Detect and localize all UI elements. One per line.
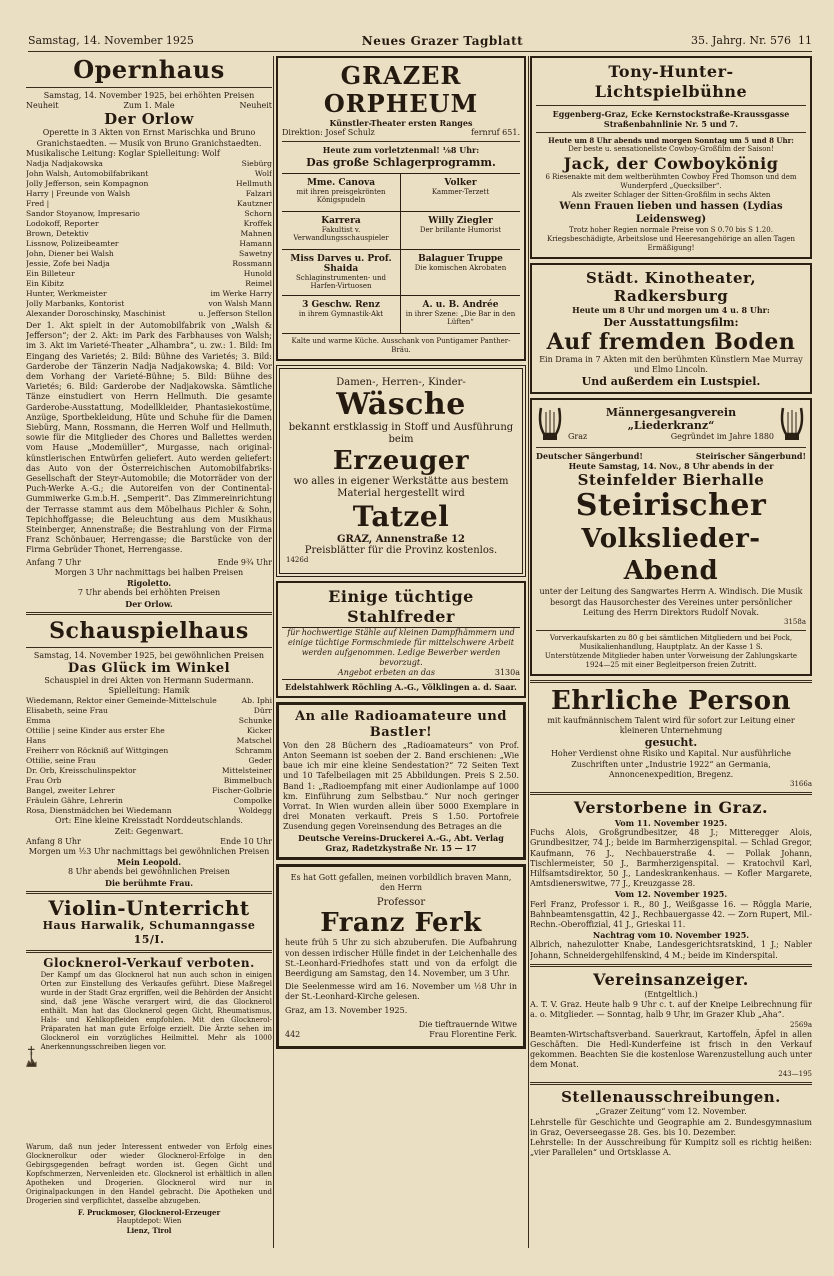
opernhaus-neuheit-label: Neuheit bbox=[26, 101, 59, 111]
deaths-text-1: Fuchs Alois, Großgrundbesitzer, 48 J.; Mitteregger Alois, Grundbesitzer, 74 J.; beide im Barmherzigenspital. — Schlad Gregor, Kaufmann, 76 J., Nechbauerstraße 4. — Pollak Johann, Tischlermeister, 50 J., Barmherzigenspital. — Kratochvil Karl, Hilfsamtsdirektor, 50 J., Landeskrankenhaus. — Kofler Margarete, Amtsdienerswitwe, 77 J., Kreuzgasse 28. bbox=[530, 828, 812, 889]
liederkranz-title-1: Steirischer bbox=[575, 488, 767, 524]
schauspielhaus-ad bbox=[26, 618, 272, 888]
vereine-text-2: Beamten-Wirtschaftsverband. Sauerkraut, Kartoffeln, Äpfel in allen Geschäften. Die Hedl-Kunderfeine ist frisch in den Verkauf gekommen. Beachten Sie die kostenlose Warenzustellung auch unter dem Monat. bbox=[530, 1029, 812, 1070]
tony-tram: Straßenbahnlinie Nr. 5 und 7. bbox=[603, 119, 739, 130]
radkersburg-film-intro: Der Ausstattungsfilm: bbox=[603, 315, 739, 329]
person-text-2: Hoher Verdienst ohne Risiko und Kapital. Nur ausführliche Zuschriften unter „Industrie 1922“ an Germania, Annoncenexpedition, Bregenz. bbox=[550, 749, 792, 779]
person-sought: gesucht. bbox=[644, 736, 698, 750]
vereine-code-1: 2569a bbox=[790, 1020, 812, 1029]
ferk-role: Professor bbox=[376, 897, 426, 909]
page-header bbox=[28, 30, 812, 52]
opernhaus-tomorrow-play-1: Rigoletto. bbox=[126, 578, 172, 589]
radio-ad bbox=[276, 702, 526, 860]
radkersburg-desc: Ein Drama in 7 Akten mit den berühmten Künstlern Mae Murray und Elmo Lincoln. bbox=[539, 354, 803, 374]
cast-row bbox=[26, 746, 272, 756]
cast-row bbox=[26, 259, 272, 269]
orpheum-act-desc: Der brillante Humorist bbox=[419, 225, 502, 234]
cast-role: Harry | Freunde von Walsh bbox=[26, 189, 131, 199]
cast-row bbox=[26, 309, 272, 319]
schauspielhaus-direction: Spielleitung: Hamik bbox=[108, 686, 190, 696]
orpheum-act-name: Balaguer Truppe bbox=[418, 253, 503, 264]
schauspielhaus-place: Ort: Eine kleine Kreisstadt Norddeutschlands. bbox=[55, 816, 243, 826]
schauspielhaus-tomorrow-2: 8 Uhr abends bei gewöhnlichen Preisen bbox=[68, 867, 230, 877]
schauspielhaus-play-title: Das Glück im Winkel bbox=[67, 660, 231, 676]
waesche-line1: Damen-, Herren-, Kinder- bbox=[336, 376, 466, 388]
cast-role: Jessie, Zofe bei Nadja bbox=[26, 259, 110, 269]
lyre-icon-right bbox=[778, 404, 806, 444]
ferk-date: Graz, am 13. November 1925. bbox=[285, 1005, 408, 1015]
vereine-title: Vereinsanzeiger. bbox=[593, 969, 749, 989]
opernhaus-end: Ende 9¾ Uhr bbox=[217, 557, 272, 567]
cast-actor: Siebürg bbox=[241, 159, 272, 169]
column-middle bbox=[276, 56, 526, 1248]
ferk-signer: Frau Florentine Ferk. bbox=[429, 1030, 517, 1040]
cast-actor: Compolke bbox=[233, 796, 272, 806]
schauspielhaus-tomorrow-play-2: Die berühmte Frau. bbox=[105, 877, 193, 888]
waesche-address: GRAZ, Annenstraße 12 bbox=[337, 533, 465, 545]
opernhaus-tomorrow-1: Morgen 3 Uhr nachmittags bei halben Preisen bbox=[54, 567, 244, 577]
orpheum-act-desc: Fakultist v. Verwandlungsschauspieler bbox=[293, 225, 389, 243]
stahl-offer: Angebot erbeten an das bbox=[337, 668, 435, 678]
radio-text: Von den 28 Büchern des „Radioamateurs“ von Prof. Anton Seemann ist soeben der 2. Band erschienen: „Wie baue ich mir eine kleine Sendestation?“ 72 Seiten Text und 10 Tafelbeilagen mit 25 Abbildungen. Preis S 2.50. Band 1: „Radioempfang mit einer Audionlampe auf 1000 km. Einführung zum Selbstbau.“ Nur noch geringer Vorrat. In Wien wurden allein über 5000 Exemplare in drei Monaten verkauft. Preis S 1.50. Portofreie Zusendung gegen Voreinsendung des Betrages an die bbox=[283, 740, 519, 832]
orpheum-act-desc: in ihrer Szene: „Die Bar in den Lüften“ bbox=[405, 309, 516, 327]
cast-actor: Kroffek bbox=[243, 219, 272, 229]
cast-row bbox=[26, 239, 272, 249]
stahl-text: für hochwertige Stähle auf kleinen Dampfhämmern und einige tüchtige Formschmiede für mittelschwere Arbeit werden aufgenommen. Ledige Bewerber werden bevorzugt. bbox=[287, 627, 515, 668]
cast-actor: Rossmann bbox=[232, 259, 272, 269]
stahl-title: Einige tüchtige Stahlfreder bbox=[282, 587, 520, 628]
deaths-day-3: Nachtrag vom 10. November 1925. bbox=[592, 930, 750, 941]
tony-hunter-ad bbox=[530, 56, 812, 259]
orpheum-act-name: Mme. Canova bbox=[306, 177, 376, 188]
tony-today: Heute um 8 Uhr abends und morgen Sonntag um 5 und 8 Uhr: bbox=[548, 136, 794, 146]
cast-actor: Matschel bbox=[236, 736, 272, 746]
violin-ad bbox=[26, 897, 272, 947]
ehrliche-person-ad bbox=[530, 686, 812, 789]
liederkranz-desc: unter der Leitung des Sangwartes Herrn A. Windisch. Die Musik besorgt das Hausorchester des Vereines unter persönlicher Leitung des Herrn Direktors Rudolf Novak. bbox=[539, 587, 803, 617]
cast-actor: Falzari bbox=[245, 189, 272, 199]
cast-role: Hans bbox=[26, 736, 46, 746]
cast-role: Dr. Orb, Kreisschulinspektor bbox=[26, 766, 137, 776]
schauspielhaus-tomorrow-1: Morgen um ½3 Uhr nachmittags bei gewöhnlichen Preisen bbox=[28, 846, 270, 856]
tony-title: Tony-Hunter-Lichtspielbühne bbox=[594, 62, 748, 101]
ferk-text-3: Die Seelenmesse wird am 16. November um ½8 Uhr in der St.-Leonhard-Kirche gelesen. bbox=[285, 982, 517, 1002]
deaths-day-1: Vom 11. November 1925. bbox=[614, 818, 728, 829]
liederkranz-title-2: Volkslieder-Abend bbox=[581, 524, 761, 587]
cast-role: Rosa, Dienstmädchen bei Wiedemann bbox=[26, 806, 172, 816]
opernhaus-play-title: Der Orlow bbox=[104, 110, 194, 129]
deaths-day-2: Vom 12. November 1925. bbox=[614, 889, 728, 900]
liederkranz-today: Heute Samstag, 14. Nov., 8 Uhr abends in der bbox=[568, 461, 774, 472]
cast-row bbox=[26, 766, 272, 776]
stellen-title: Stellenausschreibungen. bbox=[561, 1088, 781, 1107]
cast-actor: im Werke Harry bbox=[210, 289, 272, 299]
person-code: 3166a bbox=[790, 780, 812, 789]
cast-row bbox=[26, 169, 272, 179]
cast-role: Emma bbox=[26, 716, 51, 726]
cast-row bbox=[26, 189, 272, 199]
cast-role: Jolly Jefferson, sein Kompagnon bbox=[26, 179, 149, 189]
orpheum-title: GRAZER ORPHEUM bbox=[323, 61, 479, 118]
orpheum-act bbox=[282, 250, 401, 296]
cast-row bbox=[26, 299, 272, 309]
opernhaus-description: Der 1. Akt spielt in der Automobilfabrik von „Walsh & Jefferson“; der 2. Akt: im Park des Farbhauses von Walsh; im 3. Akt im Varieté-Theater „Alhambra“, u. zw.: 1. Bild: Im Eingang des Varietés; 2. Bild: Bühne des Varietés; 3. Bild: Garderobe der Tänzerin Nadja Nadjakowska; 4. Bild: Vor dem Vorhang der Varieté-Bühne; 5. Bild: Bühne des Varietés; 6. Bild: Garderobe der Nadjakowska. Sämtliche Tänze einstudiert von Herrn Hellmuth. Die gesamte Garderobe-Ausstattung, Modellkleider, Phantasiekostüme, Anzüge, Sportbekleidung, Hüte und Schuhe für die Damen Siebürg, Mann, Rossmann, die Herren Wolf und Hellmuth, sowie für die Mitglieder des Chores und Ballettes werden vom Hause „Modemüller“, Murgasse, nach original-künstlerischen Entwürfen geliefert. Auto werden geliefert: das Auto von der Österreichischen Automobilfabriks-Gesellschaft der Steyr-Automobile; die Motorräder von der Puch-Werke A.-G.; die Autoreifen von der Continental-Gummiwerke G.m.b.H. „Semperit“. Das Zimmereinrichtung der Terrasse stammt aus dem Möbelhaus Pichler & Sohn, Tepichhoffgasse; die Beleuchtung aus dem Musikhaus Steinberger, Annenstraße; die Bestrahlung von der Firma Franz Schönbauer, Herrengasse; die Barstücke von der Firma Gebrüder Thonet, Herrengasse. bbox=[26, 321, 272, 555]
stahl-company: Edelstahlwerk Röchling A.-G., Völklingen a. d. Saar. bbox=[282, 679, 520, 692]
orpheum-subtitle: Künstler-Theater ersten Ranges bbox=[329, 118, 473, 128]
waesche-title-2: Erzeuger bbox=[332, 445, 470, 476]
cast-row bbox=[26, 806, 272, 816]
cast-row bbox=[26, 696, 272, 706]
cast-role: Jolly Marbanks, Kontorist bbox=[26, 299, 125, 309]
radio-title: An alle Radioamateure und Bastler! bbox=[295, 708, 507, 740]
cast-role: John, Diener bei Walsh bbox=[26, 249, 114, 259]
column-right bbox=[530, 56, 812, 1248]
radkersburg-film: Auf fremden Boden bbox=[546, 328, 796, 355]
cast-actor: Woldegg bbox=[238, 806, 272, 816]
cast-row bbox=[26, 289, 272, 299]
cast-actor: Hunold bbox=[243, 269, 272, 279]
cast-row bbox=[26, 736, 272, 746]
stellen-source: „Grazer Zeitung“ vom 12. November. bbox=[595, 1107, 747, 1117]
cast-actor: Bimmelbuch bbox=[223, 776, 272, 786]
cast-actor: Fischer-Golbrie bbox=[212, 786, 272, 796]
tony-desc: Der beste u. sensationellste Cowboy-Großfilm der Saison! bbox=[568, 145, 774, 154]
schauspielhaus-genre: Schauspiel in drei Akten von Hermann Sudermann. bbox=[44, 675, 254, 685]
orpheum-act-name: A. u. B. Andrée bbox=[422, 299, 499, 310]
orpheum-direction: Direktion: Josef Schulz bbox=[282, 128, 375, 138]
cast-role: Frau Orb bbox=[26, 776, 62, 786]
liederkranz-city: Graz bbox=[568, 431, 588, 441]
cast-role: Ein Kibitz bbox=[26, 279, 64, 289]
orpheum-act-desc: Schlaginstrumenten- und Harfen-Virtuosen bbox=[296, 273, 386, 291]
cast-row bbox=[26, 796, 272, 806]
orpheum-act bbox=[282, 296, 401, 334]
cast-actor: Sawetny bbox=[239, 249, 272, 259]
orpheum-act-desc: Die komischen Akrobaten bbox=[414, 263, 507, 272]
cast-actor: Dürr bbox=[253, 706, 272, 716]
header-page-number: 11 bbox=[798, 34, 812, 47]
cast-actor: Wolf bbox=[254, 169, 272, 179]
tony-second: Als zweiter Schlager der Sitten-Großfilm in sechs Akten bbox=[571, 191, 771, 200]
orpheum-act-name: Miss Darves u. Prof. Shaida bbox=[290, 253, 392, 274]
header-issue: 35. Jahrg. Nr. 576 11 bbox=[691, 34, 812, 47]
violin-title: Violin-Unterricht bbox=[48, 895, 250, 920]
cast-actor: Ab. Iphi bbox=[241, 696, 272, 706]
orpheum-act-name: Karrera bbox=[321, 215, 361, 226]
person-title: Ehrliche Person bbox=[551, 686, 791, 717]
liederkranz-members: Unterstützende Mitglieder haben unter Vorweisung der Zahlungskarte 1924—25 mit einer Begleitperson freien Zutritt. bbox=[544, 652, 798, 670]
orpheum-today: Heute zum vorletztenmal! ⅛8 Uhr: bbox=[322, 145, 480, 156]
opernhaus-direction: Musikalische Leitung: Koglar Spielleitung: Wolf bbox=[26, 148, 220, 158]
opernhaus-first-label: Zum 1. Male bbox=[123, 101, 175, 111]
cast-role: Ottilie, seine Frau bbox=[26, 756, 96, 766]
liederkranz-founded: Gegründet im Jahre 1880 bbox=[670, 431, 774, 441]
ferk-signer-intro: Die tieftrauernde Witwe bbox=[418, 1019, 517, 1029]
liederkranz-greet-2: Steirischer Sängerbund! bbox=[695, 451, 806, 462]
radkersburg-ad bbox=[530, 263, 812, 394]
cast-role: Brown, Detektiv bbox=[26, 229, 89, 239]
liederkranz-club: Männergesangverein „Liederkranz“ bbox=[605, 405, 737, 432]
orpheum-act bbox=[401, 250, 520, 296]
waesche-name: Tatzel bbox=[352, 499, 450, 533]
cast-row bbox=[26, 786, 272, 796]
cross-mountain-illustration-icon bbox=[26, 971, 37, 1141]
cast-actor: Kautzner bbox=[236, 199, 272, 209]
orpheum-act-desc: mit ihren preisgekrönten Königspudeln bbox=[296, 187, 386, 205]
cast-role: Freiherr von Röckniß auf Wittgingen bbox=[26, 746, 169, 756]
cast-role: Sandor Stoyanow, Impresario bbox=[26, 209, 140, 219]
tony-address: Eggenberg-Graz, Ecke Kernstockstraße-Kraussgasse bbox=[552, 109, 790, 119]
cast-role: Ein Billeteur bbox=[26, 269, 75, 279]
waesche-line2: bekannt erstklassig in Stoff und Ausführung beim bbox=[288, 421, 514, 445]
liederkranz-tickets: Vorverkaufskarten zu 80 g bei sämtlichen Mitgliedern und bei Pock, Musikalienhandlung, Hauptplatz. An der Kasse 1 S. bbox=[549, 634, 793, 652]
schauspielhaus-title: Schauspielhaus bbox=[49, 617, 249, 644]
stellen-section bbox=[530, 1088, 812, 1158]
cast-row bbox=[26, 159, 272, 169]
opernhaus-start: Anfang 7 Uhr bbox=[26, 557, 81, 567]
glockner-place: Lienz, Tirol bbox=[126, 1225, 172, 1235]
cast-row bbox=[26, 756, 272, 766]
cast-role: Lissnow, Polizeibeamter bbox=[26, 239, 119, 249]
orpheum-act bbox=[401, 174, 520, 212]
cast-role: Bangel, zweiter Lehrer bbox=[26, 786, 115, 796]
ferk-name: Franz Ferk bbox=[320, 908, 482, 939]
schauspielhaus-end: Ende 10 Uhr bbox=[220, 836, 272, 846]
cast-actor: Mahnen bbox=[240, 229, 272, 239]
cast-role: John Walsh, Automobilfabrikant bbox=[26, 169, 149, 179]
cast-actor: Schorn bbox=[244, 209, 272, 219]
waesche-line3: wo alles in eigener Werkstätte aus bestem Material hergestellt wird bbox=[293, 475, 509, 499]
cast-row bbox=[26, 249, 272, 259]
cast-role: Lodokoff, Reporter bbox=[26, 219, 99, 229]
person-text: mit kaufmännischem Talent wird für sofort zur Leitung einer kleineren Unternehmung bbox=[547, 716, 795, 736]
cast-actor: Hellmuth bbox=[235, 179, 272, 189]
ferk-death-notice bbox=[276, 864, 526, 1049]
schauspielhaus-date-line: Samstag, 14. November 1925, bei gewöhnlichen Preisen bbox=[33, 650, 265, 660]
cast-actor: Schramm bbox=[235, 746, 272, 756]
radkersburg-today: Heute um 8 Uhr und morgen um 4 u. 8 Uhr: bbox=[572, 305, 770, 316]
header-date: Samstag, 14. November 1925 bbox=[28, 34, 194, 47]
cast-row bbox=[26, 209, 272, 219]
orpheum-act-name: 3 Geschw. Renz bbox=[302, 299, 380, 310]
column-left bbox=[26, 56, 272, 1248]
orpheum-program: Das große Schlagerprogramm. bbox=[306, 155, 496, 169]
cast-row bbox=[26, 279, 272, 289]
cast-actor: von Walsh Mann bbox=[208, 299, 272, 309]
orpheum-act-desc: in ihrem Gymnastik-Akt bbox=[298, 309, 384, 318]
orpheum-act bbox=[282, 174, 401, 212]
cast-role: Ottilie | seine Kinder aus erster Ehe bbox=[26, 726, 165, 736]
waesche-ad bbox=[276, 365, 526, 577]
waesche-code: 1426d bbox=[286, 555, 309, 564]
cast-row bbox=[26, 716, 272, 726]
opernhaus-tomorrow-play-2: Der Orlow. bbox=[125, 598, 173, 609]
tony-prices: Trotz hoher Regien normale Preise von S 0.70 bis S 1.20. Kriegsbeschädigte, Arbeitslose und Heeresangehörige an allen Tagen Ermäßigung! bbox=[546, 226, 796, 253]
opernhaus-ad: Opernhaus Samstag, 14. November 1925, bei erhöhten Preisen Neuheit Zum 1. Male Neuheit Der Orlow Operette in 3 Akten von Ernst Marischka und Bruno Granichstaedten. — Musik von Bruno Granichstaedten. Musikalische Leitung: Koglar Spielleitung: Wolf Nadja Nadjakowska Siebürg John Walsh, Automobilfabrikant Wolf Jolly Jefferson, sein Kompagnon Hellmuth Harry | Freunde von Walsh Falzari Fred | Kautzner Sandor Stoyanow, Impresario Schorn Lodokoff, Reporter Kroffek Brown, Detektiv Mahnen Lissnow, Polizeibeamter Hamann John, Diener bei Walsh Sawetny Jessie, Zofe bei Nadja Rossmann Ein Billeteur Hunold Ein Kibitz Reimel Hunter, Werkmeister im Werke Harry Jolly Marbanks, Kontorist von Walsh Mann Alexander Doroschinsky, Maschinist u. Jefferson Stellon Der 1. Akt spielt in der Automobilfabrik von „Walsh & Jefferson“; der 2. Akt: im Park des Farbhauses von Walsh; im 3. Akt im Varieté-Theater „Alhambra“, u. zw.: 1. Bild: Im Eingang des Varietés; 2. Bild: Bühne des Varietés; 3. Bild: Garderobe der Tänzerin Nadja Nadjakowska; 4. Bild: Vor dem Vorhang der Varieté-Bühne; 5. Bild: Bühne des Varietés; 6. Bild: Garderobe der Nadjakowska. Sämtliche Tänze einstudiert von Herrn Hellmuth. Die gesamte Garderobe-Ausstattung, Modellkleider, Phantasiekostüme, Anzüge, Sportbekleidung, Hüte und Schuhe für die Damen Siebürg, Mann, Rossmann, die Herren Wolf und Hellmuth, sowie für die Mitglieder des Chores und Ballettes werden vom Hause „Modemüller“, Murgasse, nach original-künstlerischen Entwürfen geliefert. Auto werden geliefert: das Auto von der Österreichischen Automobilfabriks-Gesellschaft der Steyr-Automobile; die Motorräder von der Puch-Werke A.-G.; die Autoreifen von der Continental-Gummiwerke G.m.b.H. „Semperit“. Das Zimmereinrichtung der Terrasse stammt aus dem Möbelhaus Pichler & Sohn, Tepichhoffgasse; die Beleuchtung aus dem Musikhaus Steinberger, Annenstraße; die Bestrahlung von der Firma Franz Schönbauer, Herrengasse; die Barstücke von der Firma Gebrüder Thonet, Herrengasse. Anfang 7 Uhr Ende 9¾ Uhr Morgen 3 Uhr nachmittags bei halben Preisen Rigoletto. 7 Uhr abends bei erhöhten Preisen Der Orlow. bbox=[26, 56, 272, 609]
orpheum-acts-grid bbox=[282, 173, 520, 334]
lyre-icon bbox=[536, 404, 564, 444]
cast-row bbox=[26, 726, 272, 736]
cast-actor: Reimel bbox=[245, 279, 272, 289]
orpheum-ad bbox=[276, 56, 526, 361]
ferk-code: 442 bbox=[285, 1030, 301, 1040]
cast-role: Nadja Nadjakowska bbox=[26, 159, 103, 169]
orpheum-act-name: Willy Ziegler bbox=[428, 215, 493, 226]
orpheum-act bbox=[401, 212, 520, 250]
deaths-text-3: Albrich, nahezulotter Knabe, Landesgerichtsratskind, 1 J.; Nabler Johann, Schneidergehilfenskind, 4 M.; beide im Kinderspital. bbox=[530, 940, 812, 960]
cast-actor: Schunke bbox=[238, 716, 272, 726]
radkersburg-extra: Und außerdem ein Lustspiel. bbox=[581, 375, 761, 389]
cast-row bbox=[26, 199, 272, 209]
schauspielhaus-time: Zeit: Gegenwart. bbox=[114, 826, 184, 836]
waesche-title: Wäsche bbox=[336, 386, 466, 422]
vereine-sub: (Entgeltlich.) bbox=[644, 989, 698, 999]
stahl-ad bbox=[276, 581, 526, 698]
cast-role: Wiedemann, Rektor einer Gemeinde-Mittelschule bbox=[26, 696, 217, 706]
cast-actor: Mittelsteiner bbox=[221, 766, 272, 776]
schauspielhaus-tomorrow-play-1: Mein Leopold. bbox=[117, 857, 181, 868]
waesche-prices: Preisblätter für die Provinz kostenlos. bbox=[304, 544, 498, 556]
liederkranz-ad bbox=[530, 398, 812, 676]
opernhaus-title: Opernhaus bbox=[73, 56, 225, 84]
cast-row bbox=[26, 219, 272, 229]
cast-role: Fred | bbox=[26, 199, 50, 209]
liederkranz-code: 3158a bbox=[784, 618, 806, 627]
orpheum-act bbox=[401, 296, 520, 334]
cast-role: Elisabeth, seine Frau bbox=[26, 706, 108, 716]
glockner-signature: F. Pruckmoser, Glocknerol-Erzeuger bbox=[77, 1207, 221, 1217]
opernhaus-tomorrow-2: 7 Uhr abends bei erhöhten Preisen bbox=[77, 588, 221, 598]
glockner-ad bbox=[26, 956, 272, 1235]
orpheum-act-name: Volker bbox=[444, 177, 477, 188]
glockner-text-2: Warum, daß nun jeder Interessent entweder von Erfolg eines Glocknerolkur oder wieder Glocknerol-Erfolge in den Gebirgsgegenden befragt worden ist. Gegen Gicht und Kopfschmerzen, Nervenleiden etc. Glocknerol ist erhältlich in allen Apotheken und Drogerien. Glocknerol wird nur in Originalpackungen in den Handel gebracht. Die Apotheken und Drogerien sind verpflichtet, dasselbe abzugeben. bbox=[26, 1142, 272, 1205]
opernhaus-genre: Operette in 3 Akten von Ernst Marischka und Bruno Granichstaedten. — Musik von Bruno Granichstaedten. bbox=[36, 128, 262, 148]
radio-address: Graz, Radetzkystraße Nr. 15 — 17 bbox=[325, 842, 477, 853]
header-paper-name: Neues Grazer Tagblatt bbox=[361, 33, 524, 48]
liederkranz-venue: Steinfelder Bierhalle bbox=[577, 471, 765, 490]
tony-desc-2: 6 Riesenakte mit dem weltberühmten Cowboy Fred Thomson und dem Wunderpferd „Quecksilber“. bbox=[545, 173, 797, 191]
opernhaus-date-line: Samstag, 14. November 1925, bei erhöhten Preisen bbox=[43, 91, 255, 100]
liederkranz-greet-1: Deutscher Sängerbund! bbox=[536, 451, 643, 462]
schauspielhaus-start: Anfang 8 Uhr bbox=[26, 836, 81, 846]
glockner-title: Glocknerol-Verkauf verboten. bbox=[43, 955, 255, 970]
deaths-title: Verstorbene in Graz. bbox=[573, 798, 769, 818]
cast-row bbox=[26, 706, 272, 716]
opernhaus-cast-list bbox=[26, 159, 272, 319]
cast-actor: Hamann bbox=[239, 239, 272, 249]
radkersburg-title: Städt. Kinotheater, Radkersburg bbox=[585, 269, 757, 306]
schauspielhaus-cast-list bbox=[26, 696, 272, 816]
vereine-section bbox=[530, 970, 812, 1079]
stellen-text: Lehrstelle für Geschichte und Geographie am 2. Bundesgymnasium in Graz, Oeverseegasse 28. Ges. bis 10. Dezember. bbox=[530, 1117, 812, 1137]
cast-actor: Kicker bbox=[246, 726, 272, 736]
vereine-text: A. T. V. Graz. Heute halb 9 Uhr c. t. auf der Kneipe Leibrechnung für a. o. Mitglieder. — Sonntag, halb 9 Uhr, im Grazer Klub „Aha“. bbox=[530, 1000, 812, 1020]
vereine-code-2: 243—195 bbox=[778, 1070, 812, 1079]
ferk-text-1: Es hat Gott gefallen, meinen vorbildlich braven Mann, den Herrn bbox=[290, 873, 512, 893]
cast-role: Hunter, Werkmeister bbox=[26, 289, 107, 299]
orpheum-footer: Kalte und warme Küche. Ausschank von Puntigamer Panther-Bräu. bbox=[291, 336, 511, 354]
cast-row bbox=[26, 179, 272, 189]
orpheum-phone: fernruf 651. bbox=[471, 128, 520, 138]
cast-role: Alexander Doroschinsky, Maschinist bbox=[26, 309, 166, 319]
stellen-text-2: Lehrstelle: In der Ausschreibung für Kumpitz soll es richtig heißen: „vier Parallelen“ und Ortsklasse A. bbox=[530, 1137, 812, 1158]
cast-row bbox=[26, 269, 272, 279]
cast-actor: u. Jefferson Stellon bbox=[198, 309, 272, 319]
cast-role: Fräulein Gähre, Lehrerin bbox=[26, 796, 123, 806]
cast-actor: Geder bbox=[248, 756, 272, 766]
tony-film: Jack, der Cowboykönig bbox=[563, 154, 779, 174]
tony-film-2: Wenn Frauen lieben und hassen (Lydias Leidensweg) bbox=[559, 201, 783, 226]
deaths-text-2: Ferl Franz, Professor i. R., 80 J., Weißgasse 16. — Röggla Marie, Bahnbeamtensgattin, 42 J., Rechbauergasse 42. — Zorn Rupert, Mil.-Rechn.-Oberoffizial, 41 J., Grieskai 11. bbox=[530, 899, 812, 930]
ferk-text-2: heute früh 5 Uhr zu sich abzuberufen. Die Aufbahrung von dessen irdischer Hülle findet in der Leichenhalle des St.-Leonhard-Friedhofes statt und von da erfolgt die Beerdigung am Samstag, den 14. November, um 3 Uhr. bbox=[285, 938, 517, 979]
orpheum-act-desc: Kammer-Terzett bbox=[431, 187, 490, 196]
violin-address: Haus Harwalik, Schumanngasse 15/I. bbox=[42, 918, 256, 946]
orpheum-act bbox=[282, 212, 401, 250]
glockner-signature-2: Hauptdepot: Wien bbox=[116, 1216, 182, 1225]
cast-row bbox=[26, 776, 272, 786]
deaths-section bbox=[530, 798, 812, 961]
cast-row bbox=[26, 229, 272, 239]
stahl-code: 3130a bbox=[494, 668, 520, 678]
radio-company: Deutsche Vereins-Druckerei A.-G., Abt. Verlag bbox=[298, 832, 504, 843]
glockner-text: Der Kampf um das Glocknerol hat nun auch schon in einigen Orten zur Einstellung des Verkaufes geführt. Diese Maßregel wurde in der Stadt Graz ergriffen, weil die Behörden der Ansicht sind, daß jene Wäsche verargert wird, die das Glocknerol enthält. Man hat das Glocknerol gegen Gicht, Rheumatismus, Hals- und Kehlkopfleiden empfohlen. Mit den Glocknerol-Präparaten hat man gute Erfolge erzielt. Die Ärzte sehen im Glocknerol ein vorzügliches Heilmittel. Mehr als 1000 Anerkennungsschreiben liegen vor. bbox=[40, 970, 272, 1051]
